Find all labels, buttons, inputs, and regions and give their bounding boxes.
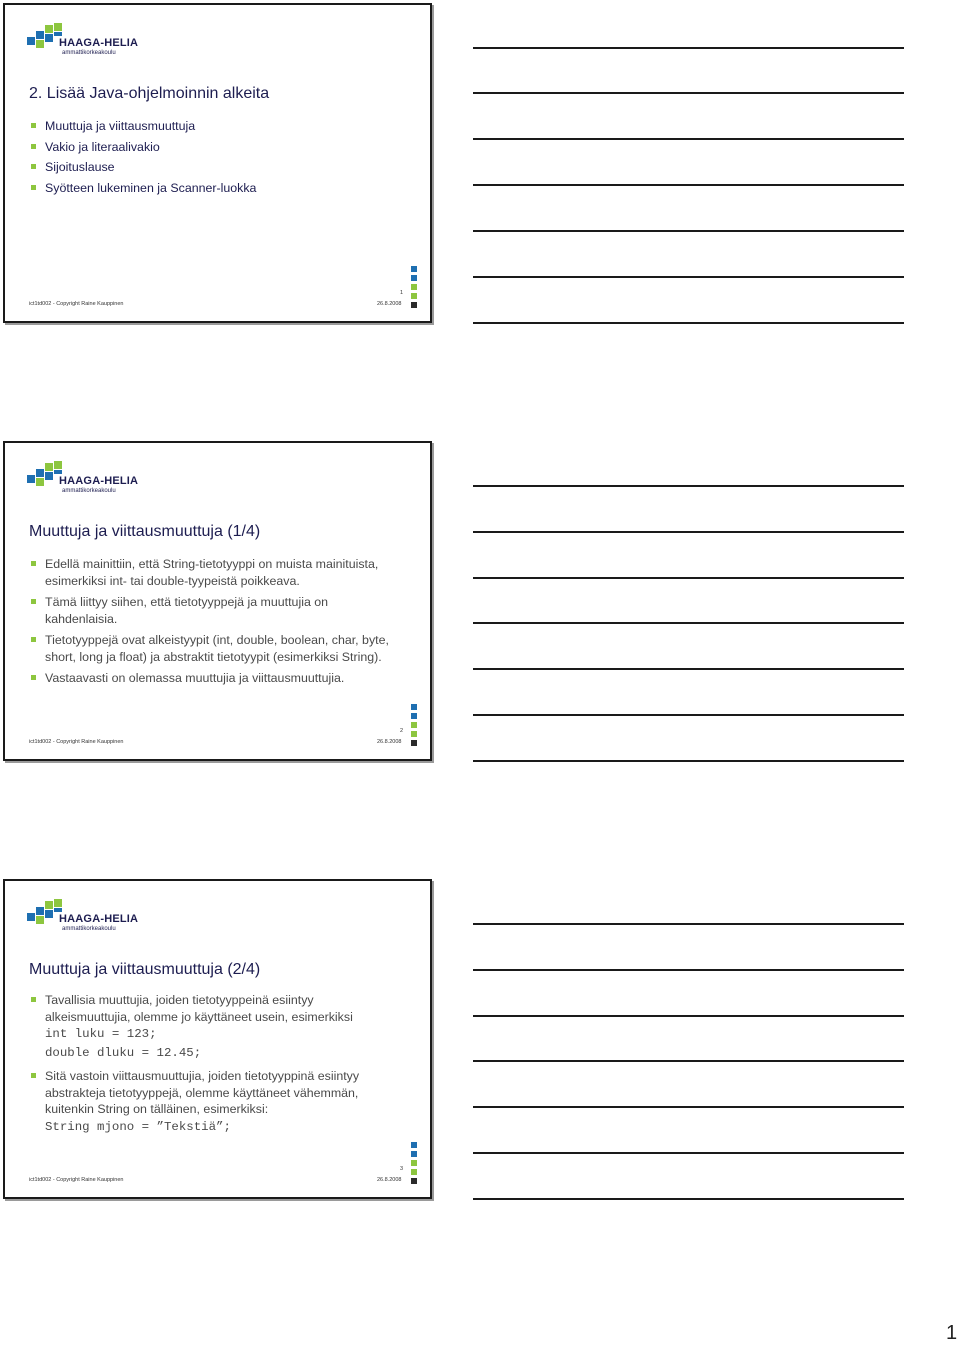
page-number: 1 <box>946 1322 958 1344</box>
note-line <box>473 668 904 670</box>
slide-number: 2 <box>400 728 404 734</box>
note-line <box>473 276 904 278</box>
note-line <box>473 969 904 971</box>
code-line: double dluku = 12.45; <box>45 1046 202 1060</box>
note-line <box>473 138 904 140</box>
note-line <box>473 531 904 533</box>
list-item: Syötteen lukeminen ja Scanner-luokka <box>29 180 400 197</box>
note-line <box>473 622 904 624</box>
list-item: Sitä vastoin viittausmuuttujia, joiden tietotyyppinä esiintyy abstrakteja tietotyyppejä, olemme käyttäneet vähemmän, kuitenkin String on tälläinen, esimerkiksi: String mjono = ”Tekstiä”; <box>29 1068 400 1137</box>
note-line <box>473 1106 904 1108</box>
bullet-square-icon <box>31 1073 36 1078</box>
note-line <box>473 1152 904 1154</box>
bullet-square-icon <box>31 123 36 128</box>
footer-copyright: ict1td002 - Copyright Raine Kauppinen <box>29 301 124 307</box>
bullet-list <box>29 118 400 200</box>
list-item: Vakio ja literaalivakio <box>29 139 400 156</box>
slide-number: 1 <box>400 290 404 296</box>
slide-title: Muuttuja ja viittausmuuttuja (2/4) <box>29 961 261 978</box>
slide-3 <box>3 879 432 1199</box>
note-line <box>473 714 904 716</box>
bullet-square-icon <box>31 561 36 566</box>
note-line <box>473 92 904 94</box>
list-item: Muuttuja ja viittausmuuttuja <box>29 118 400 135</box>
note-line <box>473 1060 904 1062</box>
footer-copyright: ict1td002 - Copyright Raine Kauppinen <box>29 739 124 745</box>
bullet-square-icon <box>31 164 36 169</box>
slide-number: 3 <box>400 1166 404 1172</box>
note-line <box>473 577 904 579</box>
bullet-square-icon <box>31 185 36 190</box>
note-line <box>473 1015 904 1017</box>
code-line: int luku = 123; <box>45 1027 157 1041</box>
haaga-helia-logo: HAAGA-HELIA ammattikorkeakoulu <box>27 899 137 933</box>
footer-date: 26.8.2008 <box>377 739 402 745</box>
list-item: Tämä liittyy siihen, että tietotyyppejä ja muuttujia on kahdenlaisia. <box>29 594 400 627</box>
note-line <box>473 322 904 324</box>
note-line <box>473 1198 904 1200</box>
note-line <box>473 184 904 186</box>
footer-date: 26.8.2008 <box>377 1177 402 1183</box>
note-line <box>473 47 904 49</box>
list-item: Tietotyyppejä ovat alkeistyypit (int, double, boolean, char, byte, short, long ja float) ja abstraktit tietotyypit (esimerkiksi String). <box>29 632 400 665</box>
bullet-square-icon <box>31 675 36 680</box>
bullet-square-icon <box>31 599 36 604</box>
code-line: String mjono = ”Tekstiä”; <box>45 1119 231 1134</box>
haaga-helia-logo: HAAGA-HELIA ammattikorkeakoulu <box>27 23 137 57</box>
footer-date: 26.8.2008 <box>377 301 402 307</box>
footer-copyright: ict1td002 - Copyright Raine Kauppinen <box>29 1177 124 1183</box>
bullet-square-icon <box>31 997 36 1002</box>
list-item: Sijoituslause <box>29 159 400 176</box>
note-line <box>473 923 904 925</box>
note-line <box>473 230 904 232</box>
list-item: Tavallisia muuttujia, joiden tietotyyppeinä esiintyy alkeismuuttujia, olemme jo käyttäneet usein, esimerkiksi int luku = 123; double dluku = 12.45; <box>29 992 400 1063</box>
haaga-helia-logo: HAAGA-HELIA ammattikorkeakoulu <box>27 461 137 495</box>
note-line <box>473 760 904 762</box>
slide-2 <box>3 441 432 761</box>
slide-title: 2. Lisää Java-ohjelmoinnin alkeita <box>29 85 270 102</box>
bullet-square-icon <box>31 144 36 149</box>
list-item: Vastaavasti on olemassa muuttujia ja viittausmuuttujia. <box>29 670 400 687</box>
bullet-list <box>29 556 400 692</box>
note-line <box>473 485 904 487</box>
bullet-list <box>29 992 400 1142</box>
list-item: Edellä mainittiin, että String-tietotyyppi on muista mainituista, esimerkiksi int- tai double-tyypeistä poikkeava. <box>29 556 400 589</box>
bullet-square-icon <box>31 637 36 642</box>
slide-1 <box>3 3 432 323</box>
slide-title: Muuttuja ja viittausmuuttuja (1/4) <box>29 523 261 540</box>
